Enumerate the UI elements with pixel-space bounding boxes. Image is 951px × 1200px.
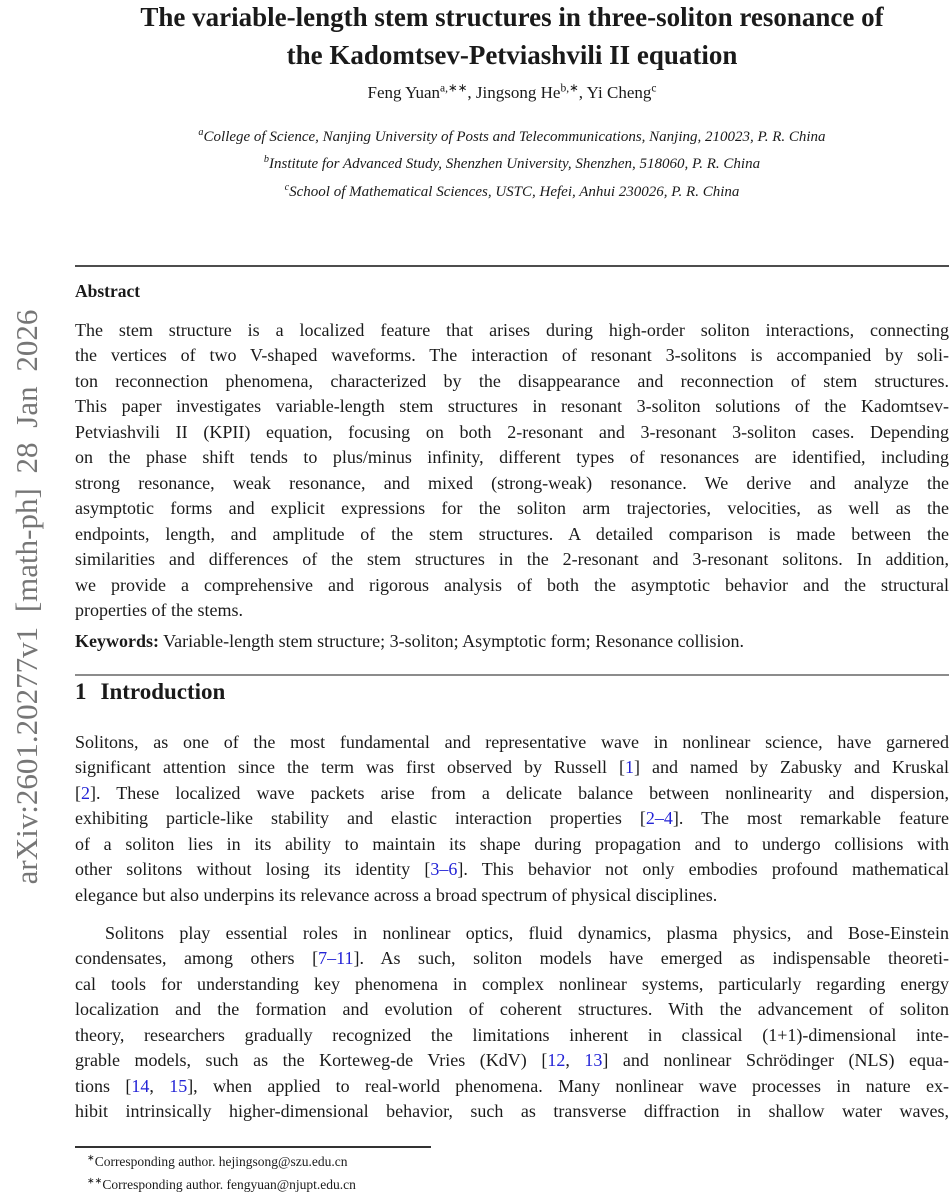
text-line: ∗∗Corresponding author. fengyuan@njupt.edu.cn [87,1175,356,1192]
text-line: exhibiting particle-like stability and elastic interaction properties [2–4]. The most remarkable feature [75,808,949,829]
text-line: This paper investigates variable-length stem structures in resonant 3-soliton solutions of the Kadomtsev- [75,396,949,417]
paper-title [75,0,949,74]
citation-link[interactable]: 13 [584,1050,603,1071]
section-number: 1 [75,679,87,704]
arxiv-watermark: arXiv:2601.20277v1 [math-ph] 28 Jan 2026 [9,309,44,885]
text-line: ton reconnection phenomena, characterized by the disappearance and reconnection of stem structures. [75,370,949,391]
authors-line: Feng Yuan$^{a,∗∗}$, Jingsong $He^{b,∗}$, Yi Cheng$^c$ [367,81,657,102]
citation-link[interactable]: 2–4 [645,808,673,829]
text-line: The stem structure is a localized feature that arises during high-order soliton interactions, connecting [75,320,949,340]
footnote-rule [75,1146,431,1148]
text-line: $^a$College of Science, Nanjing University of Posts and Telecommunications, Nanjing, 210023, P. R. China [198,127,826,145]
text-line: on the phase shift tends to plus/minus infinity, different types of resonances are identified, including [75,447,949,468]
intro-paragraph-2 [75,921,949,1125]
text-line: asymptotic forms and explicit expressions for the soliton arm trajectories, velocities, as well as the [75,498,949,519]
text-line: elegance but also underpins its relevance across a broad spectrum of physical disciplines. [75,884,718,905]
text-line: strong resonance, weak resonance, and mixed (strong-weak) resonance. We derive and analyze the [75,472,949,493]
text-line: hibit intrinsically higher-dimensional behavior, such as transverse diffraction in shallow water waves, [75,1101,949,1122]
text-line: Solitons, as one of the most fundamental and representative wave in nonlinear science, have garnered [75,732,949,752]
text-line: [2]. These localized wave packets arise from a delicate balance between nonlinearity and dispersion, [75,782,949,803]
text-line: similarities and differences of the stem structures in the 2-resonant and 3-resonant solitons. In addition, [75,549,949,570]
text-line: $^b$Institute for Advanced Study, Shenzhen University, Shenzhen, 518060, P. R. China [263,154,761,173]
text-line: of a soliton lies in its ability to maintain its shape during propagation and to undergo collisions with [75,833,949,854]
citation-link[interactable]: 1 [625,757,634,778]
title-line-2: the Kadomtsev-Petviashvili II equation [286,40,738,70]
text-line: the vertices of two V-shaped waveforms. The interaction of resonant 3-solitons is accompanied by soli- [75,345,949,366]
text-line: grable models, such as the Korteweg-de Vries (KdV) [12, 13] and nonlinear Schrödinger (NLS) equa- [75,1050,950,1071]
text-line: $^c$School of Mathematical Sciences, USTC, Hefei, Anhui 230026, P. R. China [284,181,740,200]
text-line: Solitons play essential roles in nonlinear optics, fluid dynamics, plasma physics, and Bose-Einstein [105,923,949,943]
separator-rule-bottom [75,674,949,676]
citation-link[interactable]: 12 [547,1050,566,1071]
affiliations [75,124,949,206]
section-heading-introduction [75,677,949,707]
citation-link[interactable]: 2 [81,782,90,803]
footnotes [75,1150,949,1196]
paper-content [75,0,949,1200]
text-line: we provide a comprehensive and rigorous analysis of both the asymptotic behavior and the structural [75,574,949,595]
title-line-1: The variable-length stem structures in three-soliton resonance of [140,2,884,32]
citation-link[interactable]: 3–6 [430,859,458,880]
text-line: Petviashvili II (KPII) equation, focusing on both 2-resonant and 3-resonant 3-soliton cases. Depending [75,421,949,442]
text-line: theory, researchers gradually recognized the limitations inherent in classical (1+1)-dimensional inte- [75,1024,949,1045]
keywords-line: Keywords: Variable-length stem structure; 3-soliton; Asymptotic form; Resonance collision. [75,631,745,651]
separator-rule-top [75,265,949,267]
text-line: endpoints, length, and amplitude of the stem structures. A detailed comparison is made between the [75,523,949,544]
section-title: Introduction [100,679,226,704]
abstract-heading: Abstract [75,281,141,301]
citation-link[interactable]: 7–11 [318,948,354,969]
text-line: properties of the stems. [75,599,243,620]
text-line: significant attention since the term was first observed by Russell [1] and named by Zabusky and Kruskal [75,757,949,778]
text-line: localization and the formation and evolution of coherent structures. With the advancement of soliton [75,999,949,1020]
text-line: ∗Corresponding author. hejingsong@szu.edu.cn [87,1152,348,1169]
text-line: other solitons without losing its identity [3–6]. This behavior not only embodies profound mathematical [75,859,950,880]
text-line: condensates, among others [7–11]. As such, soliton models have emerged as indispensable theoreti- [75,948,949,969]
abstract-text [75,318,949,623]
text-line: tions [14, 15], when applied to real-world phenomena. Many nonlinear wave processes in nature ex- [75,1075,949,1096]
intro-paragraph-1 [75,730,949,908]
text-line: cal tools for understanding key phenomena in complex nonlinear systems, particularly regarding energy [75,973,949,994]
citation-link[interactable]: 14 [131,1075,150,1096]
citation-link[interactable]: 15 [169,1075,188,1096]
